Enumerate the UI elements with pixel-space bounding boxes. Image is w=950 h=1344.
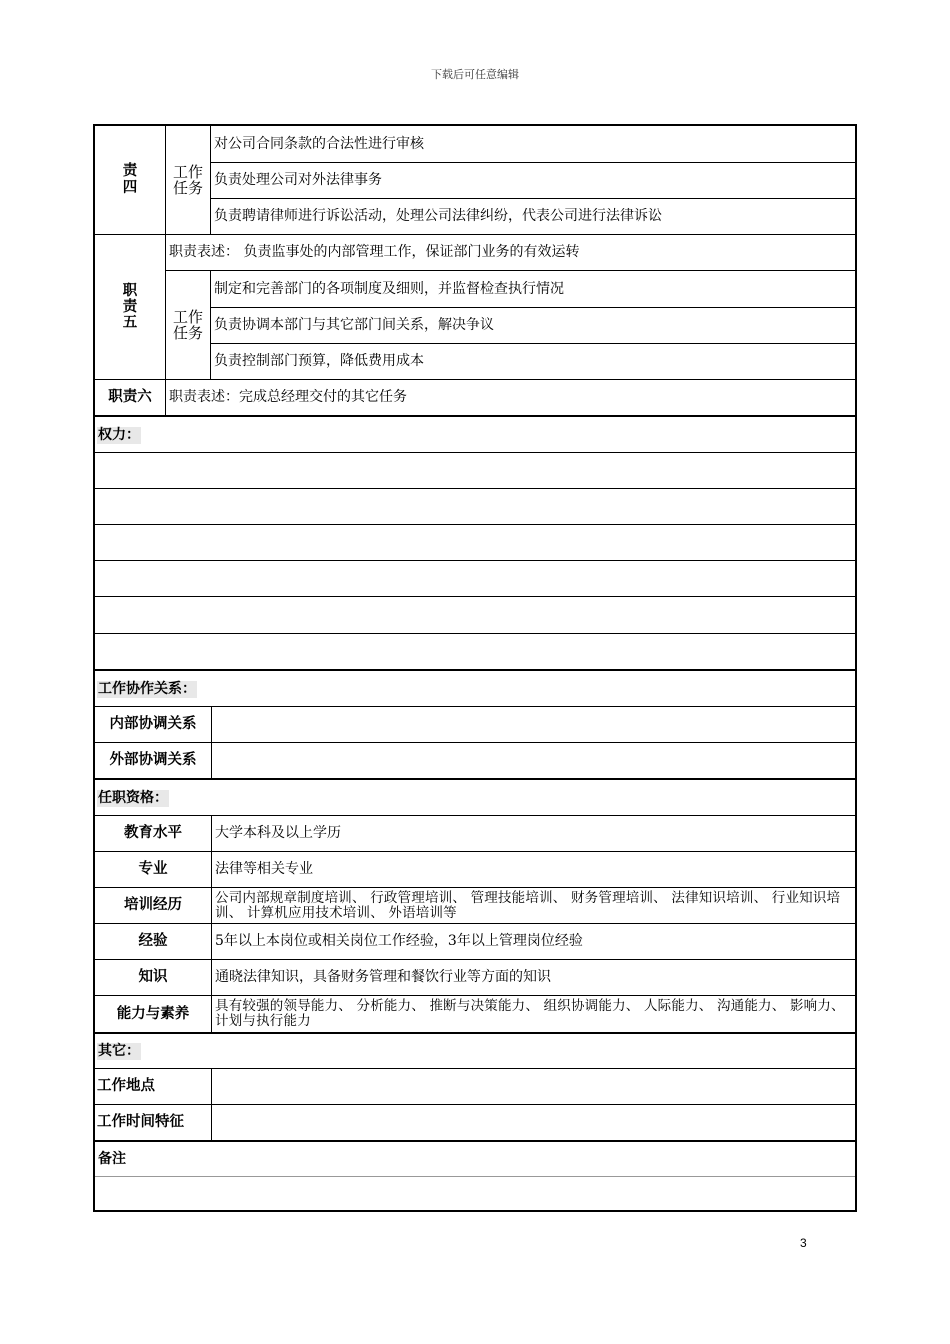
experience-label: 经验 [138, 933, 168, 949]
training-value: 公司内部规章制度培训、 行政管理培训、 管理技能培训、 财务管理培训、 法律知识培训、 行业知识培训、 计算机应用技术培训、 外语培训等 [215, 889, 841, 921]
duty5-task-2: 负责协调本部门与其它部门间关系，解决争议 [214, 317, 494, 333]
internal-coordination-value [212, 707, 855, 742]
header-note: 下载后可任意编辑 [431, 68, 519, 81]
work-location-value [212, 1069, 855, 1104]
remarks-label: 备注 [98, 1151, 126, 1167]
duty6-label: 职责六 [108, 389, 152, 405]
duty5-task-1: 制定和完善部门的各项制度及细则，并监督检查执行情况 [214, 280, 564, 297]
work-location-label: 工作地点 [97, 1078, 155, 1094]
training-label: 培训经历 [124, 897, 182, 913]
knowledge-label: 知识 [138, 969, 168, 985]
authority-label: 权力： [98, 427, 140, 443]
experience-value: 5年以上本岗位或相关岗位工作经验，3年以上管理岗位经验 [215, 933, 583, 949]
major-label: 专业 [138, 861, 168, 877]
duty6-statement: 职责表述：完成总经理交付的其它任务 [169, 389, 407, 405]
other-label: 其它： [98, 1043, 140, 1059]
external-coordination-label: 外部协调关系 [109, 752, 197, 768]
internal-coordination-label: 内部协调关系 [109, 716, 197, 732]
duty5-task-3: 负责控制部门预算，降低费用成本 [214, 353, 424, 369]
remarks-value [95, 1177, 855, 1210]
duty4-label-line1: 责 [122, 163, 138, 179]
duty4-task-1: 对公司合同条款的合法性进行审核 [214, 135, 424, 152]
duty4-task-label [166, 126, 210, 234]
duty5-label-line1: 职 [122, 283, 138, 299]
ability-label: 能力与素养 [116, 1005, 190, 1022]
duty5-task-label [166, 271, 210, 379]
duty4-label [95, 126, 165, 234]
education-label: 教育水平 [124, 825, 182, 841]
page-number: 3 [800, 1236, 807, 1250]
ability-value: 具有较强的领导能力、 分析能力、 推断与决策能力、 组织协调能力、 人际能力、 沟通能力、 影响力、 计划与执行能力 [215, 998, 845, 1029]
duty5-label-line3: 五 [122, 315, 138, 331]
duty5-statement: 职责表述： 负责监事处的内部管理工作，保证部门业务的有效运转 [169, 244, 580, 260]
duty5-label-line2: 责 [122, 299, 138, 315]
duty4-task-label-line2: 任务 [172, 179, 203, 197]
external-coordination-value [212, 743, 855, 778]
work-time-label: 工作时间特征 [97, 1114, 184, 1130]
education-value: 大学本科及以上学历 [215, 825, 341, 841]
duty5-label [95, 235, 165, 379]
work-time-value [212, 1105, 855, 1140]
major-value: 法律等相关专业 [215, 861, 313, 877]
knowledge-value: 通晓法律知识，具备财务管理和餐饮行业等方面的知识 [215, 969, 551, 985]
cooperation-label: 工作协作关系： [98, 681, 196, 697]
duty4-label-line2: 四 [122, 180, 138, 196]
job-description-table [93, 124, 857, 1212]
duty4-task-3: 负责聘请律师进行诉讼活动，处理公司法律纠纷，代表公司进行法律诉讼 [214, 208, 662, 224]
duty4-task-2: 负责处理公司对外法律事务 [214, 172, 382, 188]
duty5-task-label-line2: 任务 [172, 324, 203, 342]
duty4-task-label-line1: 工作 [172, 163, 203, 181]
qualification-label: 任职资格： [98, 790, 168, 806]
duty5-task-label-line1: 工作 [172, 308, 203, 326]
